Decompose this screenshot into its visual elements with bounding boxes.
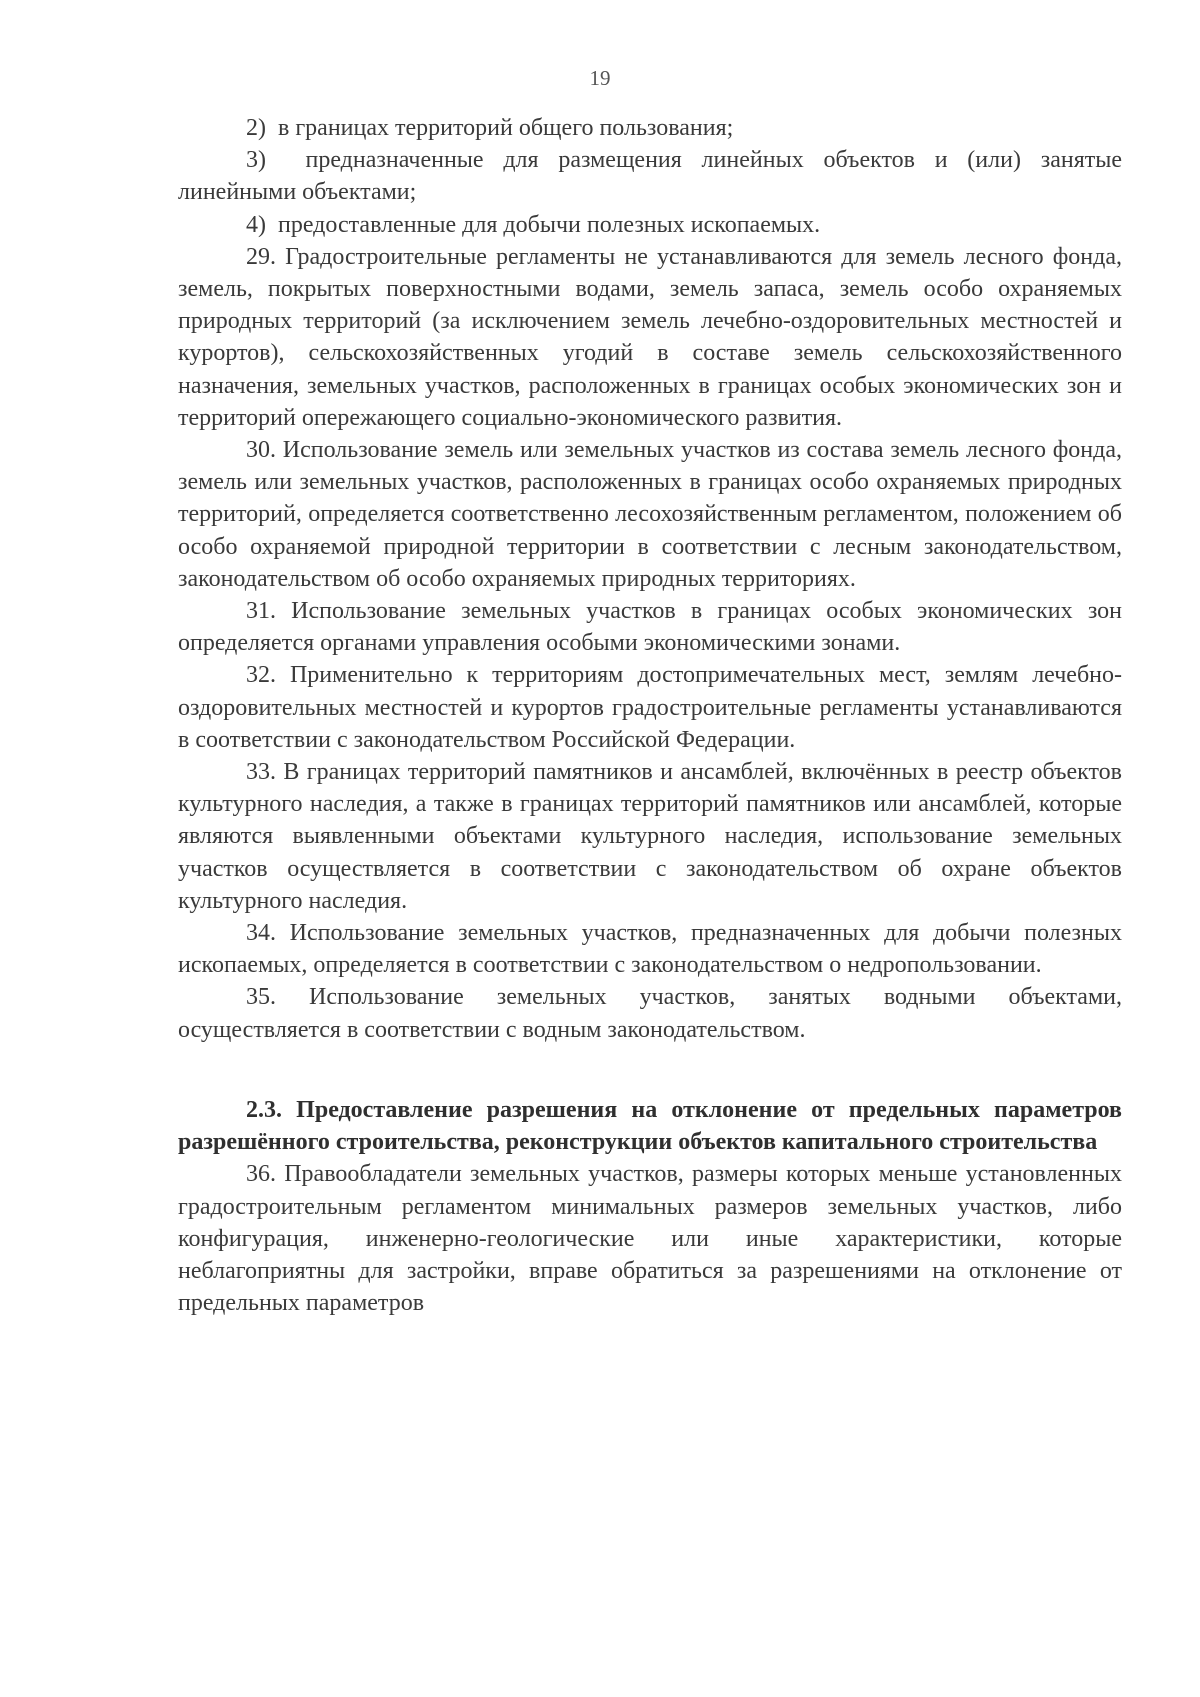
list-item-4: 4) предоставленные для добычи полезных ископаемых.: [246, 211, 821, 238]
paragraph-34: 34. Использование земельных участков, предназначенных для добычи полезных ископаемых, определяется в соответствии с законодательством о недропользовании.: [178, 920, 1122, 979]
paragraph-33: 33. В границах территорий памятников и ансамблей, включённых в реестр объектов культурного наследия, а также в границах территорий памятников или ансамблей, которые являются выявленными объектами культурного наследия, использование земельных участков осуществляется в соответствии с законодательством об охране объектов культурного наследия.: [178, 759, 1122, 914]
paragraph-31: 31. Использование земельных участков в границах особых экономических зон определяется органами управления особыми экономическими зонами.: [178, 598, 1122, 657]
paragraph-29: 29. Градостроительные регламенты не устанавливаются для земель лесного фонда, земель, покрытых поверхностными водами, земель запаса, земель особо охраняемых природных территорий (за исключением земель лечебно-оздоровительных местностей и курортов), сельскохозяйственных угодий в составе земель сельскохозяйственного назначения, земельных участков, расположенных в границах особых экономических зон и территорий опережающего социально-экономического развития.: [178, 243, 1122, 431]
paragraph-36: 36. Правообладатели земельных участков, размеры которых меньше установленных градостроительным регламентом минимальных размеров земельных участков, либо конфигурация, инженерно-геологические или иные характеристики, которые неблагоприятны для застройки, вправе обратиться за разрешениями на отклонение от предельных параметров: [178, 1161, 1122, 1317]
list-item-2: 2) в границах территорий общего пользования;: [246, 115, 734, 141]
paragraph-30: 30. Использование земель или земельных участков из состава земель лесного фонда, земель или земельных участков, расположенных в границах особо охраняемых природных территорий, определяется соответственно лесохозяйственным регламентом, положением об особо охраняемой природной территории в соответствии с лесным законодательством, законодательством об особо охраняемых природных территориях.: [178, 437, 1122, 592]
document-body: [178, 112, 1122, 1319]
list-item-3: 3) предназначенные для размещения линейных объектов и (или) занятые линейными объектами;: [178, 147, 1122, 206]
section-heading-2-3: 2.3. Предоставление разрешения на отклонение от предельных параметров разрешённого строительства, реконструкции объектов капитального строительства: [178, 1096, 1122, 1156]
paragraph-32: 32. Применительно к территориям достопримечательных мест, землям лечебно-оздоровительных местностей и курортов градостроительные регламенты устанавливаются в соответствии с законодательством Российской Федерации.: [178, 662, 1122, 753]
page-number: 19: [589, 66, 611, 90]
paragraph-35: 35. Использование земельных участков, занятых водными объектами, осуществляется в соответствии с водным законодательством.: [178, 984, 1122, 1043]
